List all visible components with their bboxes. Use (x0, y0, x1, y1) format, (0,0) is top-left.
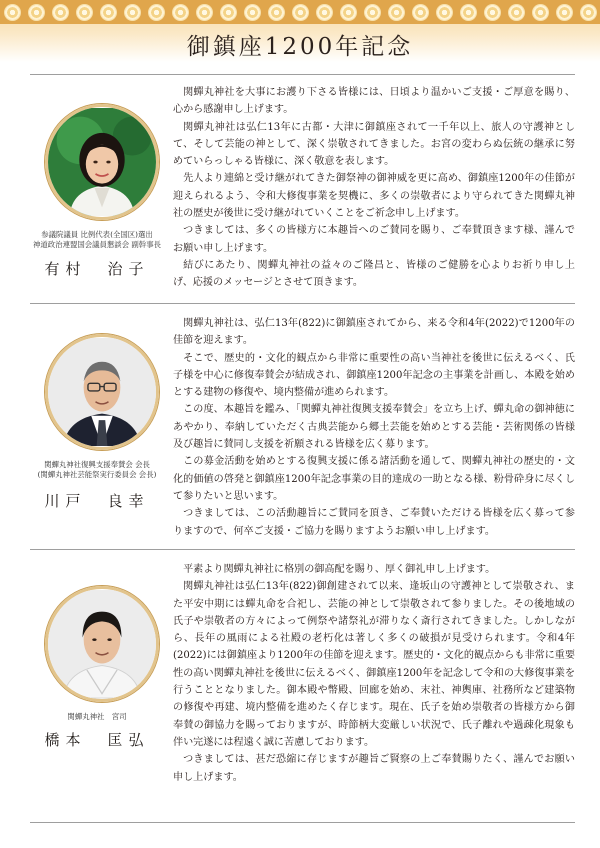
portrait-man-glasses-image (48, 337, 156, 447)
chrysanthemum-icon (364, 4, 381, 21)
chrysanthemum-icon (316, 4, 333, 21)
paragraph: 関蟬丸神社は弘仁13年(822)御創建されて以来、逢坂山の守護神として崇敬され、また平安中期には蟬丸命を合祀し、芸能の神として崇敬されて参りました。その後地域の氏子や崇敬者の方々によって例祭や諸祭礼が滞りなく斎行されてきました。しかしながら、長年の風雨による社殿の老朽化は著しく多くの破損が見受けられます。令和4年(2022)には御鎮座より1200年の佳節を迎えます。歴史的・文化的観点からも非常に重要性の高い関蟬丸神社を後世に伝えるべく、御鎮座1200年を記念して令和の大修復事業を行うこととなりました。御本殿や幣殿、回廊を始め、末社、神輿庫、社務所など建築物の修復や再建、境内整備を進めたく存じます。現在、氏子を始め崇敬者の皆様方から御奉賛の御協力を賜っておりますが、時節柄大変厳しい状況で、氏子離れや過疎化現象も伴い完遂には程遠く誠に苦慮しております。 (173, 581, 575, 748)
person-title (12, 712, 182, 722)
chrysanthemum-icon (436, 4, 453, 21)
paragraph: つきましては、甚だ恐縮に存じますが趣旨ご賢察の上ご奉賛賜りたく、謹んでお願い申し上げます。 (173, 754, 575, 783)
chrysanthemum-icon (4, 4, 21, 21)
paragraph: 関蟬丸神社は弘仁13年に古都・大津に御鎮座されて一千年以上、旅人の守護神として、そして芸能の神として、深く崇敬されてきました。お宮の変わらぬ伝統の継承に努めていらっしゃる皆様に、深く敬意を表します。 (173, 121, 575, 168)
chrysanthemum-icon (388, 4, 405, 21)
chrysanthemum-icon (268, 4, 285, 21)
paragraph: 関蟬丸神社は、弘仁13年(822)に御鎮座されてから、来る令和4年(2022)で1200年の佳節を迎えます。 (173, 318, 575, 347)
paragraph: そこで、歴史的・文化的観点から非常に重要性の高い当神社を後世に伝えるべく、氏子様を中心に修復奉賛会が結成され、御鎮座1200年記念の主事業を計画し、本殿を始めとする建物の修復や、境内整備が進められます。 (173, 352, 575, 399)
paragraph: この度、本趣旨を鑑み、「関蟬丸神社復興支援奉賛会」を立ち上げ、蟬丸命の御神徳にあやかり、奉納していただく古典芸能から郷土芸能を始めとする芸能・芸術関係の皆様及び趣旨に賛同し支援を祈願される皆様を広く募ります。 (173, 404, 575, 451)
chrysanthemum-icon (484, 4, 501, 21)
chrysanthemum-icon (172, 4, 189, 21)
portrait-woman (45, 104, 159, 220)
paragraph: 先人より連綿と受け継がれてきた御祭神の御神威を更に高め、御鎮座1200年の佳節が迎えられるよう、令和大修復事業を契機に、多くの崇敬者により守られてきた関蟬丸神社の歴史が後世に受け継がれていくことをご祈念申し上げます。 (173, 173, 575, 220)
paragraph: つきましては、この活動趣旨にご賛同を頂き、ご奉賛いただける皆様を広く募って参りますので、何卒ご支援・ご協力を賜りますようお願い申し上げます。 (173, 508, 575, 537)
divider (30, 549, 575, 550)
message-text (173, 315, 575, 540)
chrysanthemum-icon (220, 4, 237, 21)
chrysanthemum-icon (340, 4, 357, 21)
divider (30, 74, 575, 75)
chrysanthemum-icon (460, 4, 477, 21)
chrysanthemum-icon (100, 4, 117, 21)
chrysanthemum-icon (532, 4, 549, 21)
person-title-line1: 参議院議員 比例代表(全国区)選出 (41, 230, 153, 239)
person-name: 橋本 匡弘 (44, 731, 150, 749)
person-title (12, 460, 182, 480)
chrysanthemum-icon (196, 4, 213, 21)
person-title-line1: 関蟬丸神社 宮司 (67, 712, 127, 721)
person-name: 有村 治子 (44, 260, 150, 278)
chrysanthemum-icon (124, 4, 141, 21)
person-name: 川戸 良幸 (44, 492, 150, 510)
person-title (12, 230, 182, 250)
chrysanthemum-icon (556, 4, 573, 21)
portrait-woman-image (48, 107, 156, 217)
paragraph: 平素より関蟬丸神社に格別の御高配を賜り、厚く御礼申し上げます。 (183, 564, 496, 575)
page-title: 御鎮座1200年記念 (186, 34, 414, 60)
chrysanthemum-icon (148, 4, 165, 21)
divider (30, 822, 575, 823)
message-text (173, 561, 575, 786)
paragraph: つきましては、多くの皆様方に本趣旨へのご賛同を賜り、ご奉賛頂きます様、謹んでお願い申し上げます。 (173, 225, 575, 254)
chrysanthemum-border (0, 0, 600, 24)
person-title-line1: 関蟬丸神社復興支援奉賛会 会長 (44, 460, 150, 469)
paragraph: この募金活動を始めとする復興支援に係る諸活動を通して、関蟬丸神社の歴史的・文化的価値の啓発と御鎮座1200年記念事業の目的達成の一助となる様、粉骨砕身に尽くして参りたいと思います。 (173, 456, 575, 502)
chrysanthemum-icon (412, 4, 429, 21)
message-text (173, 84, 575, 292)
chrysanthemum-icon (244, 4, 261, 21)
person-title-line2: (関蟬丸神社芸能祭実行委員会 会長) (37, 470, 157, 479)
chrysanthemum-icon (76, 4, 93, 21)
page-header (0, 0, 600, 62)
portrait-priest (45, 586, 159, 702)
portrait-man-glasses (45, 334, 159, 450)
chrysanthemum-icon (28, 4, 45, 21)
chrysanthemum-icon (52, 4, 69, 21)
chrysanthemum-icon (292, 4, 309, 21)
chrysanthemum-icon (508, 4, 525, 21)
divider (30, 303, 575, 304)
person-title-line2: 神道政治連盟国会議員懇談会 副幹事長 (33, 240, 161, 249)
chrysanthemum-icon (580, 4, 597, 21)
paragraph: 関蟬丸神社を大事にお護り下さる皆様には、日頃より温かいご支援・ご厚意を賜り、心から感謝申し上げます。 (173, 87, 575, 116)
portrait-priest-image (48, 589, 156, 699)
paragraph: 結びにあたり、関蟬丸神社の益々のご隆昌と、皆様のご健勝を心よりお祈り申し上げ、応援のメッセージとさせて頂きます。 (173, 259, 575, 289)
